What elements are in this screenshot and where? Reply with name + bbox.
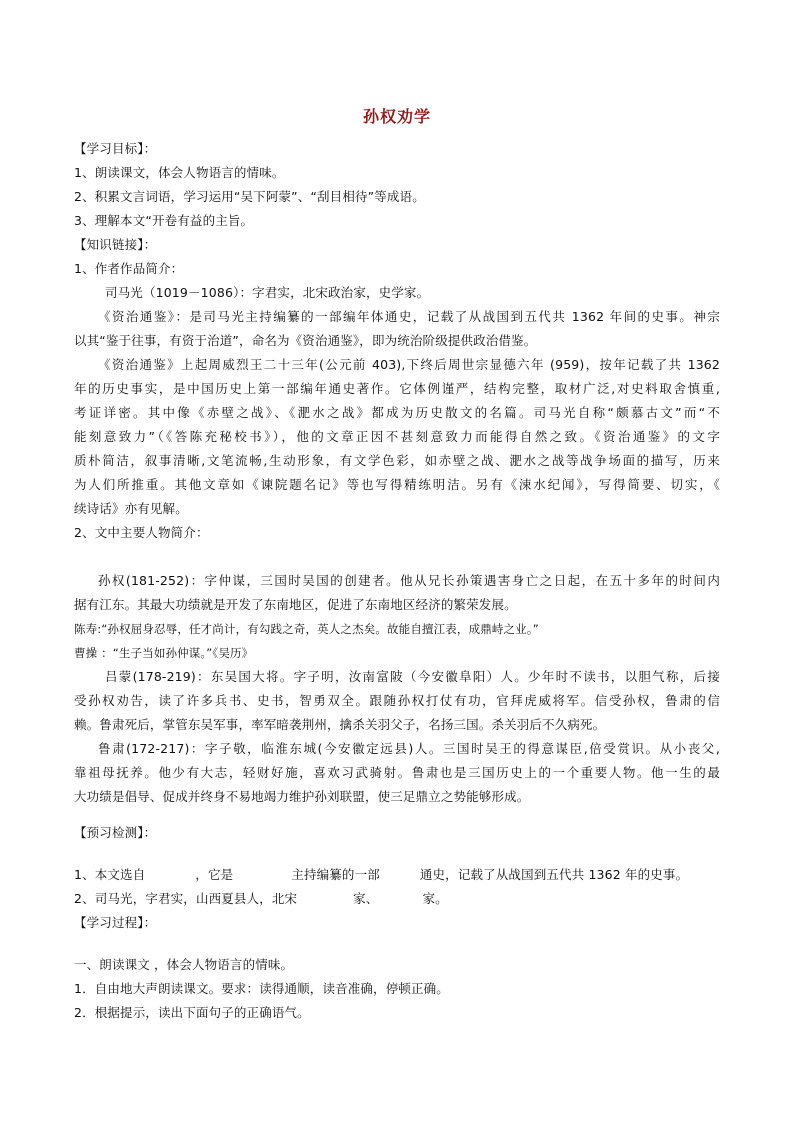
objectives-heading: 【学习目标】：: [74, 141, 157, 156]
lusu-line: 鲁肃(172-217)：字子敬，临淮东城(今安徽定远县)人。三国时吴王的得意谋臣,倍受赏识。从小丧父,: [98, 741, 720, 756]
author-line: 司马光（1019－1086）：字君实，北宋政治家，史学家。: [105, 285, 430, 300]
people-heading: 2、文中主要人物简介：: [74, 525, 209, 540]
process-item: 2．根据提示，读出下面句子的正确语气。: [74, 1005, 310, 1020]
caocao-quote: 曹操 ：“生子当如孙仲谋。”《吴历》: [74, 646, 254, 660]
author-line: 《资治通鉴》：是司马光主持编纂的一部编年体通史，记载了从战国到五代共 1362 年间的史事。神宗: [98, 309, 720, 324]
q2-text: 家、: [353, 891, 379, 906]
lusu-line: 靠祖母抚养。他少有大志，轻财好施，喜欢习武骑射。鲁肃也是三国历史上的一个重要人物。他一生的最: [74, 765, 720, 780]
preview-heading: 【预习检测】：: [74, 825, 157, 840]
lvmeng-line: 吕蒙(178-219)：东吴国大将。字子明，汝南富陂（今安徽阜阳）人。少年时不读书，以胆气称，后接: [105, 669, 720, 684]
author-line: 考证详密。其中像《赤壁之战》、《淝水之战》都成为历史散文的名篇。司马光自称“颇慕古文”而“不: [74, 405, 720, 420]
author-line: 续诗话》亦有见解。: [74, 501, 188, 516]
q1-text: ，它是: [195, 867, 234, 882]
chenshou-quote: 陈寿:“孙权屈身忍辱，任才尚计，有勾践之奇，英人之杰矣。故能自擅江表，成鼎峙之业。”: [74, 622, 539, 636]
q1-text: 1、本文选自: [74, 867, 146, 882]
objective-item: 3、理解本文“开卷有益的主旨。: [74, 213, 254, 228]
knowledge-heading: 【知识链接】：: [74, 237, 157, 252]
author-line: 年的历史事实，是中国历史上第一部编年通史著作。它体例谨严，结构完整，取材广泛,对史料取舍慎重,: [74, 381, 720, 396]
objective-item: 2、积累文言词语，学习运用“吴下阿蒙”、“刮目相待”等成语。: [74, 189, 425, 204]
sunquan-line: 孙权(181-252)：字仲谋，三国时吴国的创建者。他从兄长孙策遇害身亡之日起，在五十多年的时间内: [98, 573, 720, 588]
process-heading: 【学习过程】：: [74, 915, 157, 930]
q1-text: 主持编纂的一部: [291, 867, 380, 882]
preview-question-1: [74, 864, 688, 886]
lvmeng-line: 受孙权劝告，读了许多兵书、史书，智勇双全。跟随孙权打仗有功，官拜虎威将军。信受孙权，鲁肃的信: [74, 693, 720, 708]
q2-text: 2、司马光，字君实，山西夏县人，北宋: [74, 891, 298, 906]
lvmeng-line: 赖。鲁肃死后，掌管东吴军事，率军暗袭荆州，擒杀关羽父子，名扬三国。杀关羽后不久病死。: [74, 717, 606, 732]
author-line: 以其“鉴于往事，有资于治道”，命名为《资治通鉴》，即为统治阶级提供政治借鉴。: [74, 333, 537, 348]
author-line: 《资治通鉴》上起周威烈王二十三年(公元前 403),下终后周世宗显德六年 (959)，按年记载了共 1362: [98, 357, 720, 372]
process-item: 一、朗读课文 ，体会人物语言的情味。: [74, 957, 294, 972]
author-line: 质朴简洁，叙事清晰,文笔流畅,生动形象，有文学色彩，如赤壁之战、淝水之战等战争场面的描写，历来: [74, 453, 720, 468]
author-line: 能刻意致力”（《答陈充秘校书》），他的文章正因不甚刻意致力而能得自然之致。《资治通鉴》的文字: [74, 429, 720, 444]
sunquan-line: 据有江东。其最大功绩就是开发了东南地区，促进了东南地区经济的繁荣发展。: [74, 597, 517, 612]
process-item: 1．自由地大声朗读课文。要求：读得通顺，读音准确，停顿正确。: [74, 981, 449, 996]
q1-text: 通史，记载了从战国到五代共 1362 年的史事。: [419, 867, 689, 882]
document-title: 孙权劝学: [362, 107, 431, 126]
preview-question-2: [74, 888, 448, 910]
q2-text: 家。: [422, 891, 448, 906]
objective-item: 1、朗读课文，体会人物语言的情味。: [74, 165, 285, 180]
lusu-line: 大功绩是倡导、促成并终身不易地竭力维护孙刘联盟，使三足鼎立之势能够形成。: [74, 789, 530, 804]
author-line: 为人们所推重。其他文章如《谏院题名记》等也写得精练明洁。另有《涑水纪闻》，写得简要、切实，《: [74, 477, 720, 492]
author-heading: 1、作者作品简介：: [74, 261, 184, 276]
